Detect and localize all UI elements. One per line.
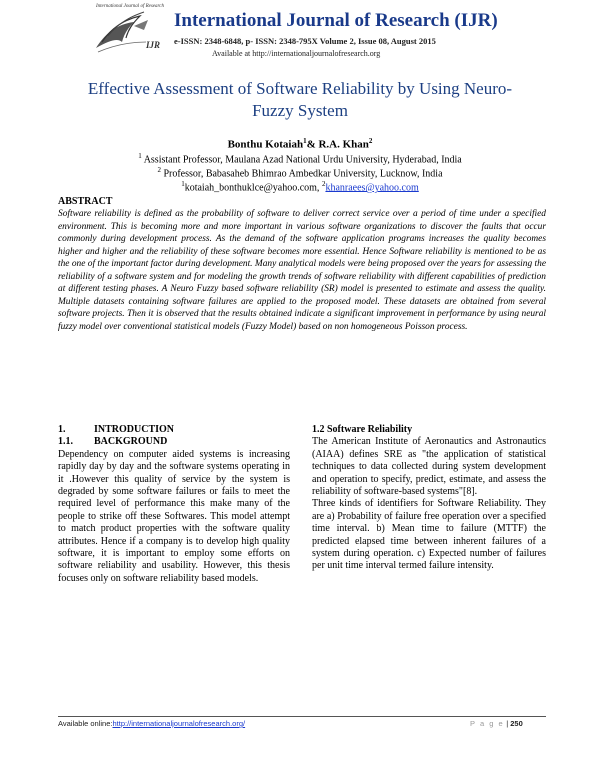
issn-line: e-ISSN: 2348-6848, p- ISSN: 2348-795X Volume 2, Issue 08, August 2015 xyxy=(174,36,436,46)
abstract-heading: ABSTRACT xyxy=(58,196,113,207)
aff-1-sup: 1 xyxy=(138,152,142,160)
footer-available xyxy=(58,719,245,728)
section-1-2-heading: 1.2 Software Reliability xyxy=(312,424,413,435)
header-available-line: Available at http://internationaljournalofresearch.org xyxy=(212,49,381,58)
footer-link[interactable]: http://internationaljournalofresearch.org/ xyxy=(112,719,246,728)
author-2-sup: 2 xyxy=(368,137,373,145)
paper-title-line2: Fuzzy System xyxy=(252,101,348,120)
logo-caption: International Journal of Research xyxy=(96,4,164,9)
authors xyxy=(0,137,600,151)
section-1-title: INTRODUCTION xyxy=(94,424,175,435)
author-1-sup: 1 xyxy=(303,137,307,145)
footer-available-label: Available online: xyxy=(58,719,113,728)
email-2-link[interactable]: khanraees@yahoo.com xyxy=(325,182,419,194)
paper-title-line1: Effective Assessment of Software Reliability by Using Neuro- xyxy=(87,79,513,98)
author-1: Bonthu Kotaiah xyxy=(227,138,304,151)
section-1-1-heading xyxy=(58,436,290,448)
logo-text: IJR xyxy=(146,40,161,50)
affiliation-1 xyxy=(0,152,600,165)
section-1-1-title: BACKGROUND xyxy=(94,436,168,448)
paper-title xyxy=(60,78,540,122)
footer-divider xyxy=(58,716,546,717)
emails xyxy=(0,180,600,193)
section-1-2-para-1: The American Institute of Aeronautics and Astronautics (AIAA) defines SRE as "the application of statistical techniques to data collected during system development and operation to specify, predict, estimate, and assess the reliability of software-based systems"[8]. xyxy=(312,436,546,498)
footer-page-sep: | xyxy=(504,719,511,728)
section-1-heading xyxy=(58,424,290,436)
section-1-2-para-2: Three kinds of identifiers for Software Reliability. They are a) Probability of failure free operation over a specified time interval. b) Mean time to failure (MTTF) the predicted elapsed time between inherent failures of a system during operation. c) Expected number of failures per unit time interval termed failure intensity. xyxy=(312,498,546,572)
left-column xyxy=(58,424,290,585)
email-1: kotaiah_bonthuklce@yahoo.com, xyxy=(184,182,322,194)
aff-2-text: Professor, Babasaheb Bhimrao Ambedkar University, Lucknow, India xyxy=(160,168,443,180)
abstract-text: Software reliability is defined as the probability of software to deliver correct service over a period of time under a specified environment. This is becoming more and more important in various software organizations to discover the faults that occur commonly during development process. As the demand of the software application programs increases the quality becomes higher and higher and the reliability of these software becomes more essential. Hence Software reliability is mentioned to be as the one of the important factor during development. Many analytical models were being proposed over the years for assessing the reliability of a software system and for modeling the growth trends of software reliability with different capabilities of prediction at different testing phases. A Neuro Fuzzy based software reliability (SR) model is presented to estimate and assess the quality. Multiple datasets containing software failures are applied to the proposed model. These datasets are obtained from several software projects. Then it is observed that the results obtained indicate a significant improvement in performance by using neural fuzzy model over conventional statistical models (Fuzzy Model) based on non homogeneous Poisson process. xyxy=(58,209,546,332)
affiliation-2 xyxy=(0,166,600,179)
section-1-number: 1. xyxy=(58,424,66,435)
section-1-1-body: Dependency on computer aided systems is increasing rapidly day by day and the software systems operating in it .However this quality of service by the system is degraded by some software failures or fails to meet the required level of performance this make many of the people to strike off these Softwares. This model attempt to match product properties with the software quality attributes. Hence if a company is to develop high quality software, it is important to employ some efforts on software reliability and usability. However, this thesis focuses only on software reliability based models. xyxy=(58,448,290,584)
journal-title: International Journal of Research (IJR) xyxy=(174,10,498,31)
author-2: & R.A. Khan xyxy=(306,138,369,151)
right-column xyxy=(312,424,546,573)
section-1-1-number: 1.1. xyxy=(58,436,73,448)
email-2-sup: 2 xyxy=(321,180,326,188)
aff-1-text: Assistant Professor, Maulana Azad National Urdu University, Hyderabad, India xyxy=(141,154,462,166)
email-1-sup: 1 xyxy=(181,180,185,188)
footer-page xyxy=(470,719,523,728)
footer-page-number: 250 xyxy=(510,719,523,728)
footer-page-label: P a g e xyxy=(470,719,505,728)
aff-2-sup: 2 xyxy=(157,166,161,174)
